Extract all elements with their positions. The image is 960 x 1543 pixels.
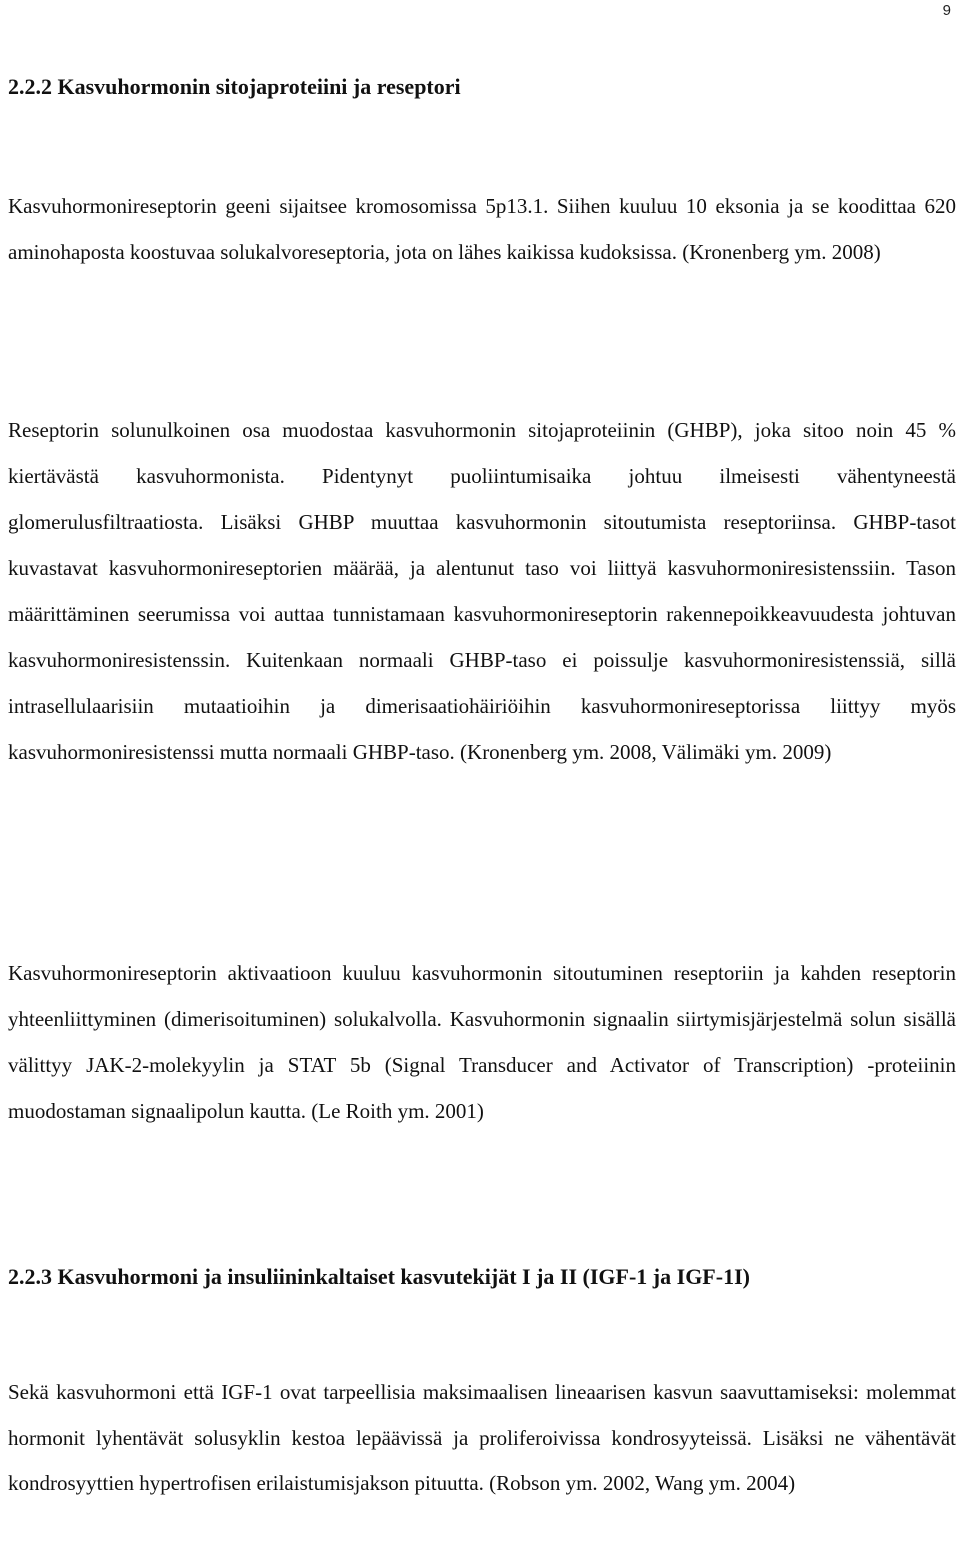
paragraph-growth-igf1: Sekä kasvuhormoni että IGF-1 ovat tarpeellisia maksimaalisen lineaarisen kasvun saavuttamiseksi: molemmat hormonit lyhentävät solusyklin kestoa lepäävissä ja proliferoivissa kondrosyyteissä. Lisäksi ne vähentävät kondrosyyttien hypertrofisen erilaistumisjakson pituutta. (Robson ym. 2002, Wang ym. 2004): [8, 1380, 956, 1495]
paragraph-ghbp: Reseptorin solunulkoinen osa muodostaa kasvuhormonin sitojaproteiinin (GHBP), joka sitoo noin 45 % kiertävästä kasvuhormonista. Pidentynyt puoliintumisaika johtuu ilmeisesti vähentyneestä glomerulusfiltraatiosta. Lisäksi GHBP muuttaa kasvuhormonin sitoutumista reseptoriinsa. GHBP-tasot kuvastavat kasvuhormonireseptorien määrää, ja alentunut taso voi liittyä kasvuhormoniresistenssiin. Tason määrittäminen seerumissa voi auttaa tunnistamaan kasvuhormonireseptorin rakennepoikkeavuudesta johtuvan kasvuhormoniresistenssin. Kuitenkaan normaali GHBP-taso ei poissulje kasvuhormoniresistenssiä, sillä intrasellulaarisiin mutaatioihin ja dimerisaatiohäiriöihin kasvuhormonireseptorissa liittyy myös kasvuhormoniresistenssi mutta normaali GHBP-taso. (Kronenberg ym. 2008, Välimäki ym. 2009): [8, 418, 956, 764]
section-heading-2-2-3: 2.2.3 Kasvuhormoni ja insuliininkaltaiset kasvutekijät I ja II (IGF-1 ja IGF-1I): [8, 1264, 750, 1289]
page-number: 9: [942, 2, 951, 19]
paragraph-receptor-activation: Kasvuhormonireseptorin aktivaatioon kuuluu kasvuhormonin sitoutuminen reseptoriin ja kahden reseptorin yhteenliittyminen (dimerisoituminen) solukalvolla. Kasvuhormonin signaalin siirtymisjärjestelmä solun sisällä välittyy JAK-2-molekyylin ja STAT 5b (Signal Transducer and Activator of Transcription) -proteiinin muodostaman signaalipolun kautta. (Le Roith ym. 2001): [8, 961, 956, 1123]
section-heading-2-2-2: 2.2.2 Kasvuhormonin sitojaproteiini ja reseptori: [8, 74, 461, 99]
paragraph-receptor-gene: Kasvuhormonireseptorin geeni sijaitsee kromosomissa 5p13.1. Siihen kuuluu 10 eksonia ja se koodittaa 620 aminohaposta koostuvaa solukalvoreseptoria, jota on lähes kaikissa kudoksissa. (Kronenberg ym. 2008): [8, 194, 956, 264]
